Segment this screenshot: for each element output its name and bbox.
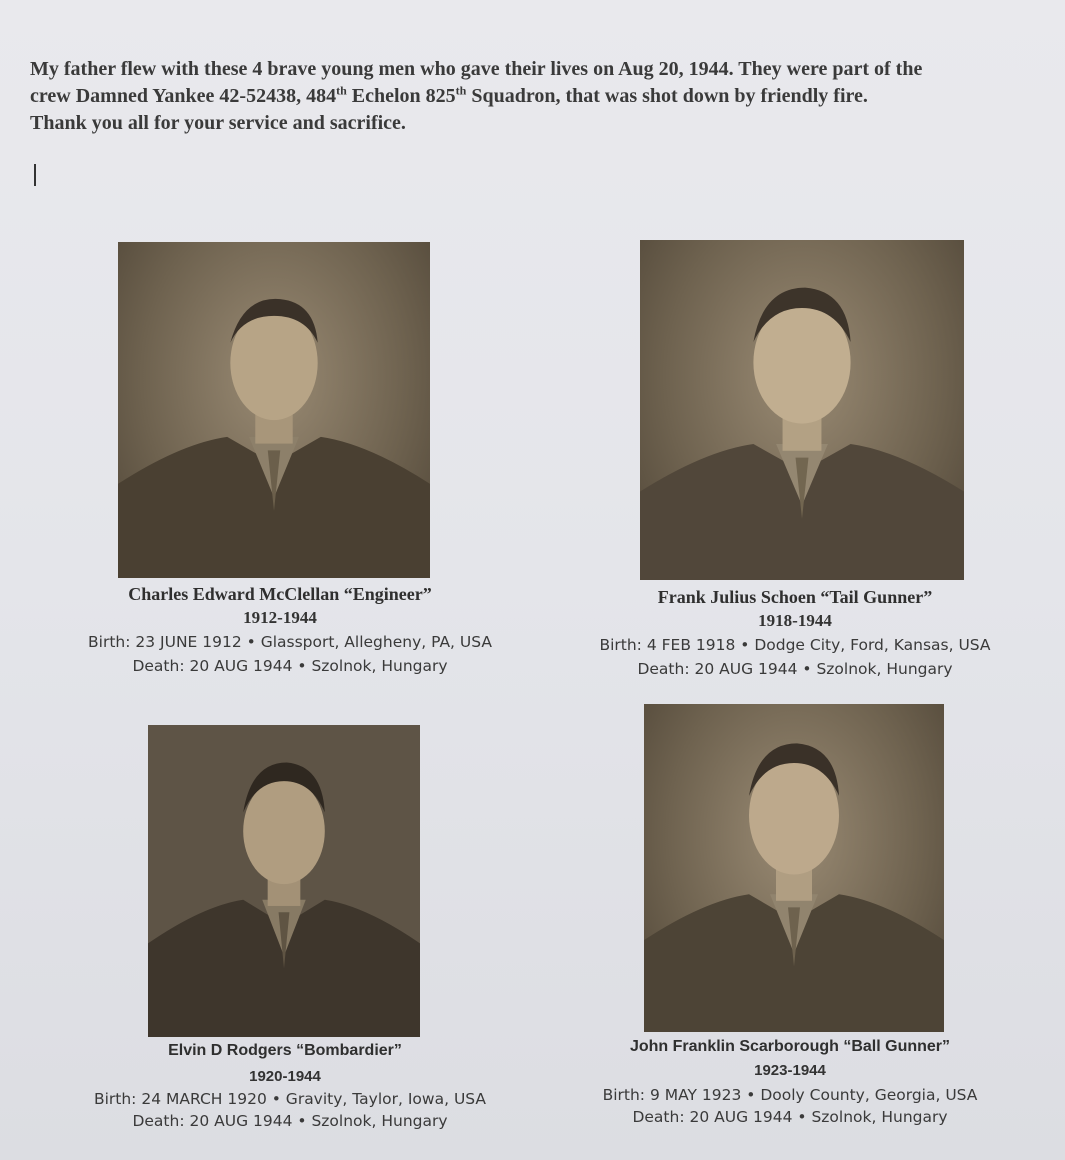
person-years: 1918-1944: [758, 611, 832, 630]
person-birth: Birth: 9 MAY 1923 • Dooly County, Georgia, USA: [602, 1086, 978, 1104]
portrait-photo-schoen: [640, 240, 964, 580]
portrait-photo-scarborough: [644, 704, 944, 1032]
person-death: Death: 20 AUG 1944 • Szolnok, Hungary: [632, 1108, 948, 1126]
person-birth: Birth: 23 JUNE 1912 • Glassport, Allegheny, PA, USA: [88, 633, 492, 651]
intro-line-3: Thank you all for your service and sacrifice.: [30, 112, 406, 134]
text-cursor: [34, 164, 36, 186]
portrait-illustration: [644, 704, 944, 1032]
portrait-illustration: [640, 240, 964, 580]
intro-text: [30, 56, 1050, 137]
ordinal-suffix: th: [455, 83, 467, 98]
intro-line-2b: Echelon 825: [346, 85, 456, 107]
person-years: 1920-1944: [249, 1068, 321, 1085]
person-death: Death: 20 AUG 1944 • Szolnok, Hungary: [132, 1112, 448, 1130]
person-name: Charles Edward McClellan “Engineer”: [128, 584, 432, 604]
intro-line-1: My father flew with these 4 brave young men who gave their lives on Aug 20, 1944. They were part of the: [30, 58, 923, 80]
intro-line-2: [30, 83, 1050, 110]
person-years: 1912-1944: [243, 608, 317, 627]
person-years: 1923-1944: [754, 1062, 826, 1079]
person-death: Death: 20 AUG 1944 • Szolnok, Hungary: [637, 660, 953, 678]
intro-line-2c: Squadron, that was shot down by friendly fire.: [466, 85, 868, 107]
person-birth: Birth: 24 MARCH 1920 • Gravity, Taylor, Iowa, USA: [93, 1090, 487, 1108]
intro-line-2a: crew Damned Yankee 42-52438, 484: [30, 85, 337, 107]
portrait-photo-mcclellan: [118, 242, 430, 578]
person-birth: Birth: 4 FEB 1918 • Dodge City, Ford, Kansas, USA: [599, 636, 991, 654]
person-name: Elvin D Rodgers “Bombardier”: [168, 1042, 402, 1059]
portrait-illustration: [148, 725, 420, 1037]
portrait-photo-rodgers: [148, 725, 420, 1037]
person-name: John Franklin Scarborough “Ball Gunner”: [629, 1038, 951, 1055]
person-name: Frank Julius Schoen “Tail Gunner”: [657, 587, 933, 607]
person-death: Death: 20 AUG 1944 • Szolnok, Hungary: [132, 657, 448, 675]
portrait-illustration: [118, 242, 430, 578]
ordinal-suffix: th: [336, 83, 347, 98]
